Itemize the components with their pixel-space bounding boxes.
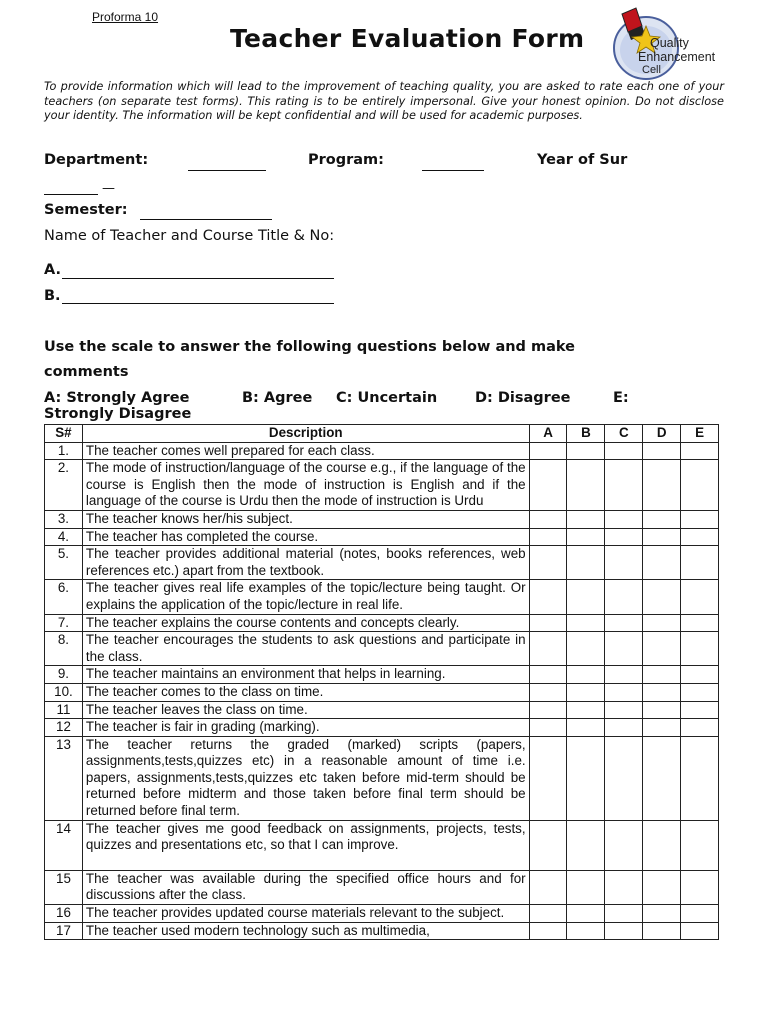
rating-cell-a[interactable] <box>529 905 567 923</box>
rating-cell-a[interactable] <box>529 510 567 528</box>
row-number: 13 <box>45 736 83 820</box>
table-row <box>45 905 719 923</box>
row-number: 17 <box>45 922 83 940</box>
rating-cell-c[interactable] <box>605 614 643 632</box>
rating-cell-d[interactable] <box>643 614 681 632</box>
rating-cell-d[interactable] <box>643 580 681 614</box>
row-number: 5. <box>45 546 83 580</box>
rating-cell-b[interactable] <box>567 460 605 511</box>
scale-a: A: Strongly Agree <box>44 390 190 406</box>
rating-cell-e[interactable] <box>681 736 719 820</box>
rating-cell-a[interactable] <box>529 632 567 666</box>
header-description: Description <box>82 425 529 443</box>
rating-cell-c[interactable] <box>605 870 643 904</box>
rating-cell-d[interactable] <box>643 683 681 701</box>
program-field[interactable] <box>422 170 484 171</box>
row-description: The teacher knows her/his subject. <box>82 510 529 528</box>
table-row <box>45 683 719 701</box>
rating-cell-e[interactable] <box>681 922 719 940</box>
rating-cell-b[interactable] <box>567 632 605 666</box>
rating-cell-a[interactable] <box>529 460 567 511</box>
row-description: The teacher has completed the course. <box>82 528 529 546</box>
rating-cell-d[interactable] <box>643 736 681 820</box>
row-number: 11 <box>45 701 83 719</box>
table-row <box>45 719 719 737</box>
rating-cell-c[interactable] <box>605 528 643 546</box>
row-number: 7. <box>45 614 83 632</box>
row-description: The teacher encourages the students to ask questions and participate in the class. <box>82 632 529 666</box>
rating-cell-a[interactable] <box>529 546 567 580</box>
logo-text-enhancement: Enhancement <box>638 50 716 64</box>
instructions-line2: comments <box>44 364 129 380</box>
dash-text: — <box>102 181 115 196</box>
rating-cell-e[interactable] <box>681 442 719 460</box>
rating-cell-c[interactable] <box>605 701 643 719</box>
rating-cell-a[interactable] <box>529 683 567 701</box>
rating-cell-c[interactable] <box>605 719 643 737</box>
header-e: E <box>681 425 719 443</box>
rating-cell-e[interactable] <box>681 632 719 666</box>
header-a: A <box>529 425 567 443</box>
rating-cell-d[interactable] <box>643 922 681 940</box>
rating-cell-e[interactable] <box>681 666 719 684</box>
rating-cell-b[interactable] <box>567 736 605 820</box>
table-row <box>45 870 719 904</box>
rating-cell-b[interactable] <box>567 719 605 737</box>
rating-cell-c[interactable] <box>605 922 643 940</box>
row-description: The teacher gives real life examples of the topic/lecture being taught. Or explains the application of the topic/lecture in real life. <box>82 580 529 614</box>
rating-cell-b[interactable] <box>567 683 605 701</box>
rating-cell-a[interactable] <box>529 614 567 632</box>
rating-cell-b[interactable] <box>567 546 605 580</box>
header-d: D <box>643 425 681 443</box>
table-row <box>45 632 719 666</box>
row-description: The teacher gives me good feedback on assignments, projects, tests, quizzes and presentations etc, so that I can improve. <box>82 820 529 870</box>
rating-cell-b[interactable] <box>567 701 605 719</box>
table-row <box>45 614 719 632</box>
rating-cell-a[interactable] <box>529 736 567 820</box>
row-number: 4. <box>45 528 83 546</box>
row-description: The teacher provides additional material (notes, books references, web references etc.) apart from the textbook. <box>82 546 529 580</box>
year-field[interactable] <box>44 194 98 195</box>
scale-e-text: Strongly Disagree <box>44 406 192 422</box>
rating-cell-a[interactable] <box>529 580 567 614</box>
rating-cell-d[interactable] <box>643 528 681 546</box>
table-row <box>45 701 719 719</box>
rating-cell-a[interactable] <box>529 528 567 546</box>
teacher-course-label: Name of Teacher and Course Title & No: <box>44 228 335 244</box>
row-description: The teacher returns the graded (marked) scripts (papers, assignments,tests,quizzes etc) in a reasonable amount of time i.e. papers, assignments,tests,quizzes etc taken before mid-term should be returned before midterm and those taken before final term should be returned before final term. <box>82 736 529 820</box>
intro-paragraph: To provide information which will lead to the improvement of teaching quality, you are asked to rate each one of your teachers (on separate test forms). This rating is to be entirely impersonal. Give your honest opinion. Do not disclose your identity. The information will be kept confidential and will be used for academic purposes. <box>44 80 724 123</box>
rating-cell-d[interactable] <box>643 546 681 580</box>
row-number: 1. <box>45 442 83 460</box>
year-label: Year of Sur <box>537 152 628 168</box>
rating-cell-b[interactable] <box>567 510 605 528</box>
rating-cell-d[interactable] <box>643 632 681 666</box>
rating-cell-e[interactable] <box>681 905 719 923</box>
row-description: The teacher explains the course contents and concepts clearly. <box>82 614 529 632</box>
table-row <box>45 510 719 528</box>
table-row <box>45 580 719 614</box>
rating-cell-e[interactable] <box>681 580 719 614</box>
rating-cell-b[interactable] <box>567 442 605 460</box>
row-description: The teacher was available during the specified office hours and for discussions after the class. <box>82 870 529 904</box>
rating-cell-c[interactable] <box>605 510 643 528</box>
table-header-row <box>45 425 719 443</box>
logo-text-quality: Quality <box>650 36 689 50</box>
table-row <box>45 460 719 511</box>
instructions-line1: Use the scale to answer the following questions below and make <box>44 339 575 355</box>
teacher-b-field[interactable] <box>62 303 334 304</box>
row-description: The teacher maintains an environment that helps in learning. <box>82 666 529 684</box>
row-description: The teacher is fair in grading (marking). <box>82 719 529 737</box>
scale-e: E: <box>613 390 629 406</box>
rating-cell-a[interactable] <box>529 719 567 737</box>
rating-cell-a[interactable] <box>529 870 567 904</box>
rating-cell-d[interactable] <box>643 820 681 870</box>
table-row <box>45 442 719 460</box>
header-c: C <box>605 425 643 443</box>
row-description: The mode of instruction/language of the course e.g., if the language of the course is English then the mode of instruction is English and if the language of the course is Urdu then the mode of instruction is Urdu <box>82 460 529 511</box>
semester-field[interactable] <box>140 219 272 220</box>
table-row <box>45 922 719 940</box>
rating-cell-a[interactable] <box>529 701 567 719</box>
rating-cell-b[interactable] <box>567 666 605 684</box>
row-description: The teacher used modern technology such as multimedia, <box>82 922 529 940</box>
rating-cell-e[interactable] <box>681 528 719 546</box>
table-row <box>45 736 719 820</box>
rating-cell-b[interactable] <box>567 922 605 940</box>
teacher-a-field[interactable] <box>62 278 334 279</box>
rating-cell-e[interactable] <box>681 460 719 511</box>
rating-cell-e[interactable] <box>681 546 719 580</box>
rating-cell-e[interactable] <box>681 701 719 719</box>
rating-cell-c[interactable] <box>605 820 643 870</box>
evaluation-table <box>44 424 719 940</box>
row-description: The teacher provides updated course materials relevant to the subject. <box>82 905 529 923</box>
rating-cell-e[interactable] <box>681 870 719 904</box>
rating-cell-c[interactable] <box>605 683 643 701</box>
page-title: Teacher Evaluation Form <box>230 24 585 53</box>
rating-cell-a[interactable] <box>529 820 567 870</box>
rating-cell-e[interactable] <box>681 510 719 528</box>
header-sn: S# <box>45 425 83 443</box>
rating-cell-a[interactable] <box>529 922 567 940</box>
teacher-b-label: B. <box>44 288 61 304</box>
rating-cell-c[interactable] <box>605 546 643 580</box>
logo-text-cell: Cell <box>642 64 661 76</box>
department-label: Department: <box>44 152 149 168</box>
row-number: 6. <box>45 580 83 614</box>
rating-cell-c[interactable] <box>605 632 643 666</box>
table-row <box>45 820 719 870</box>
rating-cell-e[interactable] <box>681 614 719 632</box>
rating-cell-c[interactable] <box>605 736 643 820</box>
rating-cell-c[interactable] <box>605 580 643 614</box>
table-row <box>45 546 719 580</box>
rating-cell-c[interactable] <box>605 460 643 511</box>
row-number: 14 <box>45 820 83 870</box>
row-number: 12 <box>45 719 83 737</box>
rating-cell-a[interactable] <box>529 442 567 460</box>
department-field[interactable] <box>188 170 266 171</box>
scale-b: B: Agree <box>242 390 313 406</box>
row-number: 8. <box>45 632 83 666</box>
rating-cell-d[interactable] <box>643 905 681 923</box>
row-number: 15 <box>45 870 83 904</box>
rating-cell-b[interactable] <box>567 614 605 632</box>
rating-cell-d[interactable] <box>643 870 681 904</box>
row-number: 3. <box>45 510 83 528</box>
table-row <box>45 666 719 684</box>
row-number: 16 <box>45 905 83 923</box>
rating-cell-d[interactable] <box>643 666 681 684</box>
row-number: 2. <box>45 460 83 511</box>
header-b: B <box>567 425 605 443</box>
rating-cell-b[interactable] <box>567 580 605 614</box>
row-description: The teacher leaves the class on time. <box>82 701 529 719</box>
rating-cell-e[interactable] <box>681 719 719 737</box>
rating-cell-d[interactable] <box>643 510 681 528</box>
row-number: 9. <box>45 666 83 684</box>
rating-cell-d[interactable] <box>643 701 681 719</box>
program-label: Program: <box>308 152 384 168</box>
rating-cell-c[interactable] <box>605 905 643 923</box>
semester-label: Semester: <box>44 202 128 218</box>
row-description: The teacher comes well prepared for each class. <box>82 442 529 460</box>
rating-cell-a[interactable] <box>529 666 567 684</box>
rating-cell-d[interactable] <box>643 460 681 511</box>
qec-logo <box>612 4 742 82</box>
rating-cell-d[interactable] <box>643 719 681 737</box>
rating-cell-e[interactable] <box>681 820 719 870</box>
rating-cell-c[interactable] <box>605 442 643 460</box>
rating-cell-b[interactable] <box>567 820 605 870</box>
proforma-label: Proforma 10 <box>92 10 159 24</box>
row-description: The teacher comes to the class on time. <box>82 683 529 701</box>
row-number: 10. <box>45 683 83 701</box>
rating-cell-d[interactable] <box>643 442 681 460</box>
table-row <box>45 528 719 546</box>
rating-cell-e[interactable] <box>681 683 719 701</box>
rating-cell-b[interactable] <box>567 870 605 904</box>
rating-cell-b[interactable] <box>567 905 605 923</box>
rating-cell-c[interactable] <box>605 666 643 684</box>
teacher-a-label: A. <box>44 262 61 278</box>
rating-cell-b[interactable] <box>567 528 605 546</box>
scale-c: C: Uncertain <box>336 390 438 406</box>
scale-d: D: Disagree <box>475 390 571 406</box>
